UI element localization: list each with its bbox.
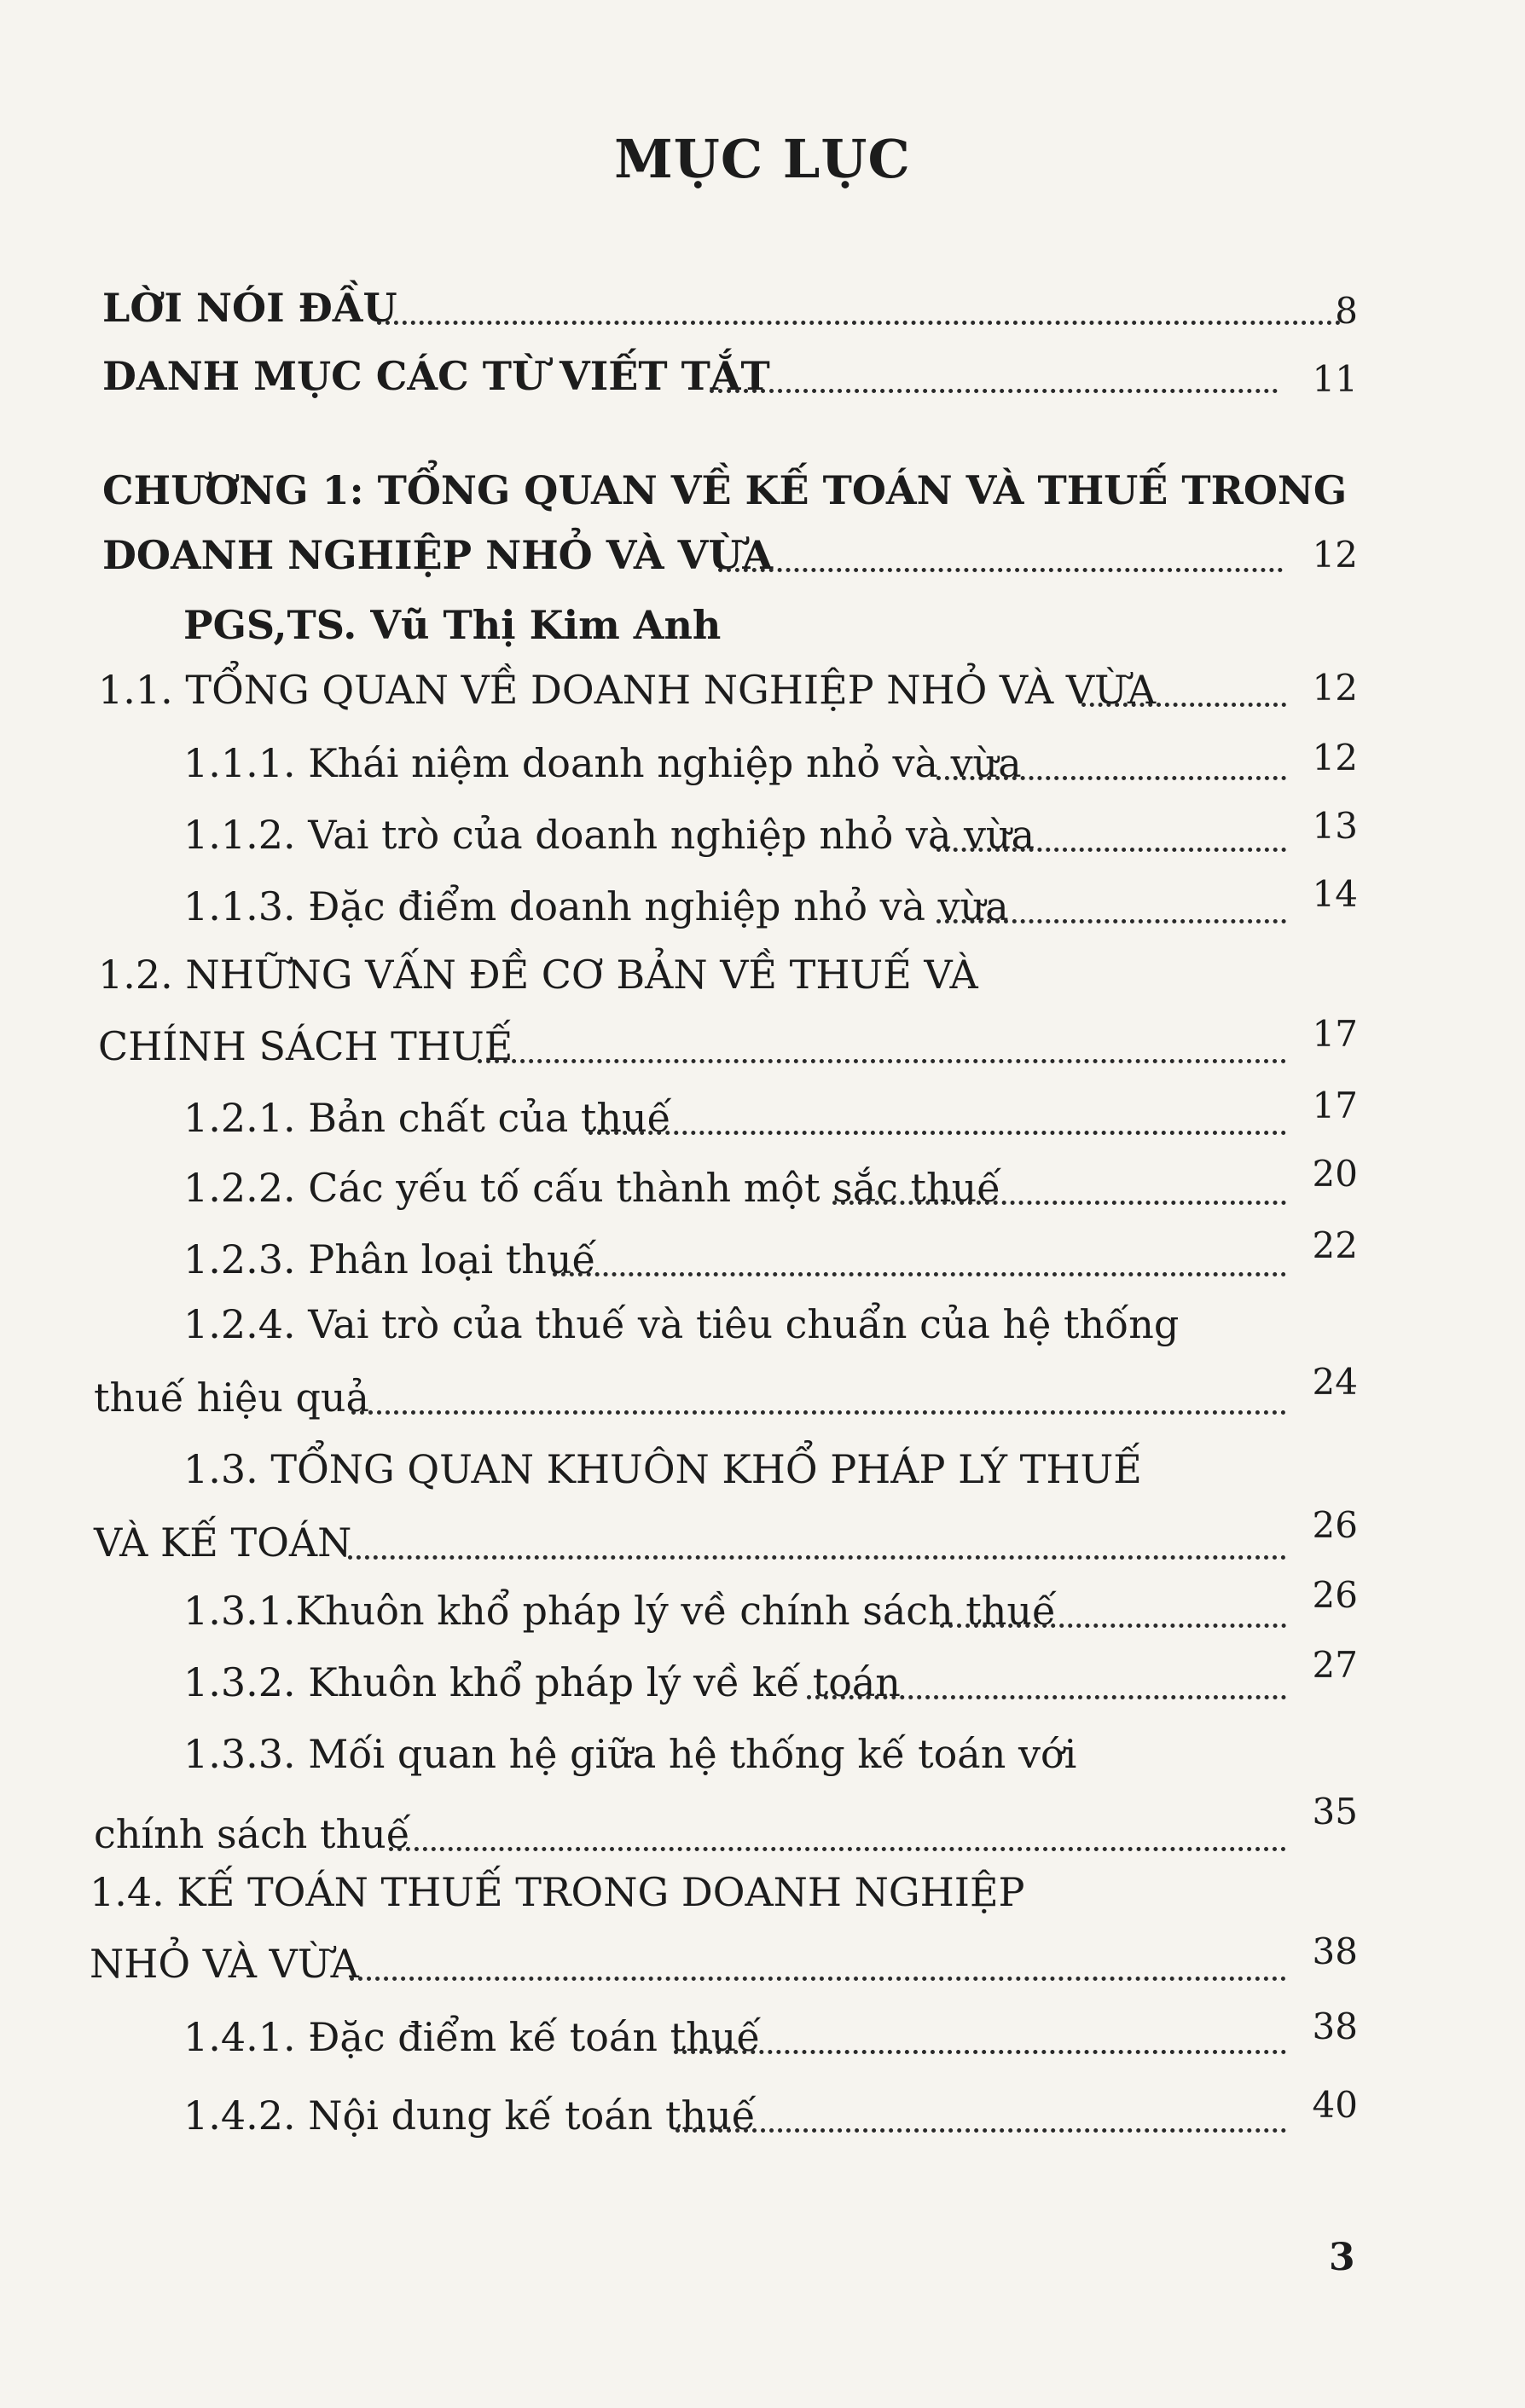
toc-subsection: 1.3.2. Khuôn khổ pháp lý về kế toán [183,1659,901,1705]
toc-page-number: 35 [1312,1791,1358,1832]
toc-section: 1.2. NHỮNG VẤN ĐỀ CƠ BẢN VỀ THUẾ VÀ [98,952,978,998]
toc-page-number: 26 [1312,1574,1358,1616]
toc-leader [1081,703,1286,707]
toc-leader [351,1410,1286,1415]
toc-section: 1.3. TỔNG QUAN KHUÔN KHỔ PHÁP LÝ THUẾ [183,1446,1142,1492]
toc-subsection: 1.1.2. Vai trò của doanh nghiệp nhỏ và vừa [183,812,1035,858]
toc-subsection: 1.3.3. Mối quan hệ giữa hệ thống kế toán với [183,1731,1077,1777]
toc-leader [718,568,1283,572]
toc-subsection: 1.2.4. Vai trò của thuế và tiêu chuẩn của hệ thống [183,1301,1180,1347]
toc-subsection: 1.4.2. Nội dung kế toán thuế [183,2093,757,2139]
toc-author: PGS,TS. Vũ Thị Kim Anh [183,602,722,648]
toc-section-cont: CHÍNH SÁCH THUẾ [98,1023,513,1069]
toc-subsection: 1.2.3. Phân loại thuế [183,1236,596,1282]
toc-page-number: 12 [1312,737,1358,779]
toc-subsection: 1.1.1. Khái niệm doanh nghiệp nhỏ và vừa [183,740,1022,786]
toc-page-number: 17 [1312,1085,1358,1126]
toc-entry-foreword: LỜI NÓI ĐẦU [102,285,397,331]
toc-leader [936,848,1286,852]
toc-subsection: 1.1.3. Đặc điểm doanh nghiệp nhỏ và vừa [183,883,1009,929]
toc-chapter-heading: CHƯƠNG 1: TỔNG QUAN VỀ KẾ TOÁN VÀ THUẾ TRONG [102,467,1348,513]
page-number: 3 [1329,2236,1355,2279]
toc-page-number: 22 [1312,1224,1358,1266]
toc-page-number: 12 [1312,667,1358,709]
toc-page-number: 13 [1312,805,1358,847]
toc-leader [940,1624,1286,1628]
toc-page-number: 38 [1312,2006,1358,2047]
toc-page-number: 26 [1312,1504,1358,1546]
toc-leader [936,919,1286,923]
toc-page-number: 38 [1312,1930,1358,1972]
toc-leader [674,2050,1286,2054]
toc-leader [350,1977,1286,1981]
toc-page-number: 17 [1312,1013,1358,1055]
toc-subsection: 1.2.2. Các yếu tố cấu thành một sắc thuế [183,1165,1001,1211]
toc-leader [710,389,1278,393]
toc-section-cont: VÀ KẾ TOÁN [94,1519,352,1566]
toc-page-number: 14 [1312,873,1358,915]
toc-leader [348,1555,1286,1560]
toc-chapter-heading-cont: DOANH NGHIỆP NHỎ VÀ VỪA [102,532,774,578]
toc-leader [676,2128,1286,2133]
page-title: MỤC LỤC [614,128,911,190]
toc-subsection-cont: chính sách thuế [94,1811,411,1857]
toc-subsection: 1.3.1.Khuôn khổ pháp lý về chính sách thuế [183,1588,1057,1634]
toc-entry-abbreviations: DANH MỤC CÁC TỪ VIẾT TẮT [102,353,770,399]
toc-leader [478,1059,1286,1063]
toc-page-number: 11 [1312,358,1358,400]
toc-subsection: 1.4.1. Đặc điểm kế toán thuế [183,2014,761,2060]
toc-leader [807,1695,1286,1699]
toc-section-cont: NHỎ VÀ VỪA [90,1941,359,1987]
toc-leader [553,1272,1286,1276]
toc-page-number: 8 [1335,290,1358,332]
toc-leader [389,1847,1286,1851]
toc-page-number: 12 [1312,534,1358,576]
toc-leader [377,321,1341,325]
toc-leader [589,1131,1286,1135]
toc-page-number: 20 [1312,1153,1358,1195]
toc-subsection: 1.2.1. Bản chất của thuế [183,1095,671,1141]
toc-page-number: 24 [1312,1361,1358,1403]
toc-page-number: 40 [1312,2084,1358,2126]
toc-subsection-cont: thuế hiệu quả [94,1375,369,1421]
toc-section: 1.4. KẾ TOÁN THUẾ TRONG DOANH NGHIỆP [90,1869,1025,1915]
toc-leader [936,776,1286,780]
toc-page-number: 27 [1312,1644,1358,1686]
toc-section: 1.1. TỔNG QUAN VỀ DOANH NGHIỆP NHỎ VÀ VỪA [98,667,1157,713]
toc-leader [832,1201,1286,1205]
